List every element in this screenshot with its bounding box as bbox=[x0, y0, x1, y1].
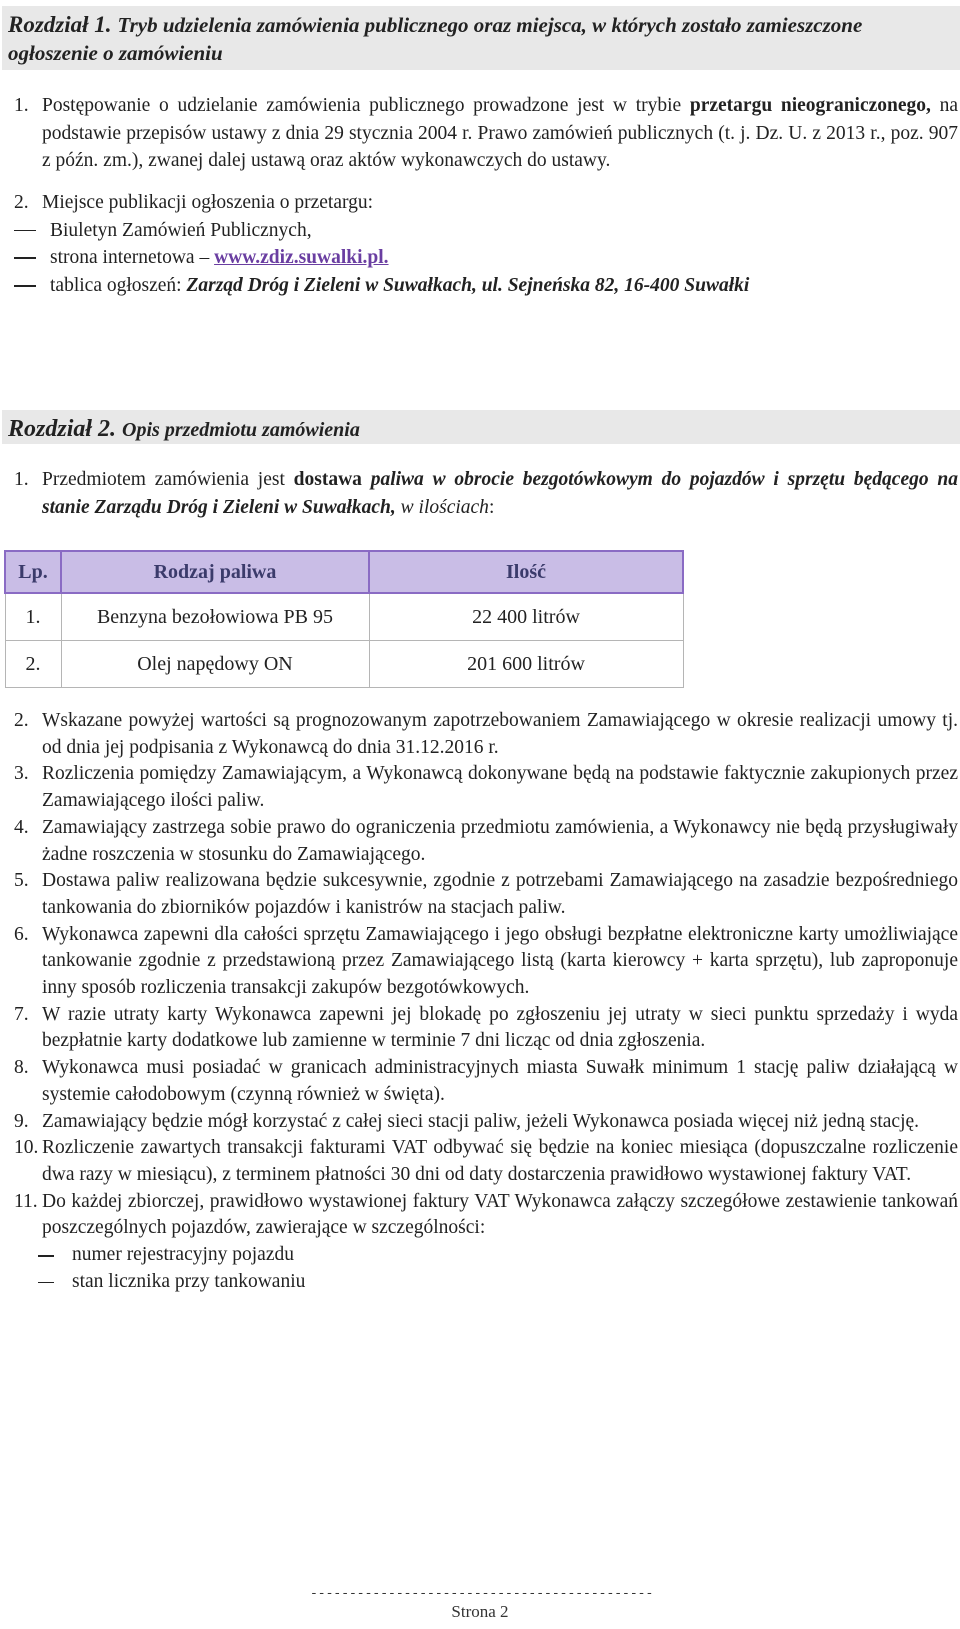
column-header-fuel-type: Rodzaj paliwa bbox=[61, 551, 369, 593]
publication-place-1: Biuletyn Zamówień Publicznych, bbox=[50, 219, 312, 241]
chapter-1-point-2: 2. Miejsce publikacji ogłoszenia o przetargu: bbox=[14, 192, 374, 214]
list-item: 9. Zamawiający będzie mógł korzystać z całej sieci stacji paliw, jeżeli Wykonawca posiada więcej niż jedną stację. bbox=[14, 1110, 920, 1132]
table-cell: 201 600 litrów bbox=[369, 641, 683, 688]
chapter-2-point-1: 1. Przedmiotem zamówienia jest dostawa paliwa w obrocie bezgotówkowym do pojazdów i sprzętu będącego na stanie Zarządu Dróg i Zieleni w Suwałkach, w ilościach: bbox=[14, 469, 958, 518]
chapter-2-title: Opis przedmiotu zamówienia bbox=[122, 419, 360, 441]
website-link[interactable]: www.zdiz.suwalki.pl. bbox=[214, 247, 389, 269]
list-item: 3. Rozliczenia pomiędzy Zamawiającym, a Wykonawcą dokonywane będą na podstawie faktycznie zakupionych przez Zamawiającego ilości paliw. bbox=[14, 763, 958, 812]
list-item: 10. Rozliczenie zawartych transakcji fakturami VAT odbywać się będzie na koniec miesiąca (dopuszczalne rozliczenie dwa razy w miesiącu), z terminem płatności 30 dni od daty dostarczenia prawidłowo wystawionej faktury VAT. bbox=[14, 1137, 958, 1185]
chapter-1-heading bbox=[2, 6, 960, 70]
table-row bbox=[5, 641, 683, 688]
chapter-1-point-1: 1. Postępowanie o udzielanie zamówienia publicznego prowadzone jest w trybie przetargu nieograniczonego, na podstawie przepisów ustawy z dnia 29 stycznia 2004 r. Prawo zamówień publicznych (t. j. Dz. U. z 2013 r., poz. 907 z późn. zm.), zwanej dalej ustawą oraz aktów wykonawczych do ustawy. bbox=[14, 95, 959, 172]
list-item: 5. Dostawa paliw realizowana będzie sukcesywnie, zgodnie z potrzebami Zamawiającego na zasadzie bezpośredniego tankowania do zbiorników pojazdów i kanistrów na stacjach paliw. bbox=[14, 870, 958, 918]
list-item: 2. Wskazane powyżej wartości są prognozowanym zapotrzebowaniem Zamawiającego w okresie realizacji umowy tj. od dnia jej podpisania z Wykonawcą do dnia 31.12.2016 r. bbox=[14, 710, 958, 758]
chapter-2-intro bbox=[14, 466, 958, 521]
publication-place-2: strona internetowa – www.zdiz.suwalki.pl. bbox=[50, 247, 389, 269]
column-header-quantity: Ilość bbox=[369, 551, 683, 593]
chapter-2-points bbox=[14, 708, 958, 1295]
chapter-1-label: Rozdział 1. bbox=[8, 12, 112, 37]
chapter-1-body bbox=[14, 92, 958, 300]
list-item: 7. W razie utraty karty Wykonawca zapewni jej blokadę po zgłoszeniu jej utraty w sieci punktu sprzedaży i wyda bezpłatnie karty dodatkowe lub zamienne w terminie 7 dni licząc od dnia zgłoszenia. bbox=[14, 1003, 958, 1052]
chapter-2-heading bbox=[2, 410, 960, 444]
sub-list-item: stan licznika przy tankowaniu bbox=[72, 1270, 306, 1292]
table-cell: Olej napędowy ON bbox=[61, 641, 369, 688]
table-cell: Benzyna bezołowiowa PB 95 bbox=[61, 593, 369, 641]
table-cell: 1. bbox=[5, 593, 61, 641]
fuel-table bbox=[4, 550, 684, 688]
chapter-1-title: Tryb udzielenia zamówienia publicznego oraz miejsca, w których zostało zamieszczone ogłoszenie o zamówieniu bbox=[8, 13, 863, 66]
list-item: 11. Do każdej zbiorczej, prawidłowo wystawionej faktury VAT Wykonawca załączy szczegółowe zestawienie tankowań poszczególnych pojazdów, zawierające w szczególności: bbox=[14, 1190, 958, 1239]
table-cell: 22 400 litrów bbox=[369, 593, 683, 641]
table-cell: 2. bbox=[5, 641, 61, 688]
sub-list-item: numer rejestracyjny pojazdu bbox=[72, 1244, 294, 1266]
table-header-row bbox=[5, 551, 683, 593]
list-item: 4. Zamawiający zastrzega sobie prawo do ograniczenia przedmiotu zamówienia, a Wykonawcy nie będą przysługiwały żadne roszczenia w stosunku do Zamawiającego. bbox=[14, 816, 958, 865]
publication-place-3: tablica ogłoszeń: Zarząd Dróg i Zieleni w Suwałkach, ul. Sejneńska 82, 16-400 Suwałki bbox=[50, 275, 750, 297]
column-header-lp: Lp. bbox=[5, 551, 61, 593]
chapter-2-label: Rozdział 2. bbox=[8, 416, 117, 442]
list-item: 6. Wykonawca zapewni dla całości sprzętu Zamawiającego i jego obsługi bezpłatne elektroniczne karty umożliwiające tankowanie zgodnie z przedstawioną przez Zamawiającego listą (karta kierowcy + karta sprzętu), lub zaproponuje inny sposób rozliczenia transakcji zakupów bezgotówkowych. bbox=[14, 923, 958, 999]
footer-rule: -------------------------------------------- bbox=[310, 1586, 654, 1601]
page-number: Strona 2 bbox=[451, 1602, 509, 1621]
list-item: 8. Wykonawca musi posiadać w granicach administracyjnych miasta Suwałk minimum 1 stację paliw działającą w systemie całodobowym (czynną również w święta). bbox=[14, 1057, 958, 1105]
table-row bbox=[5, 593, 683, 641]
